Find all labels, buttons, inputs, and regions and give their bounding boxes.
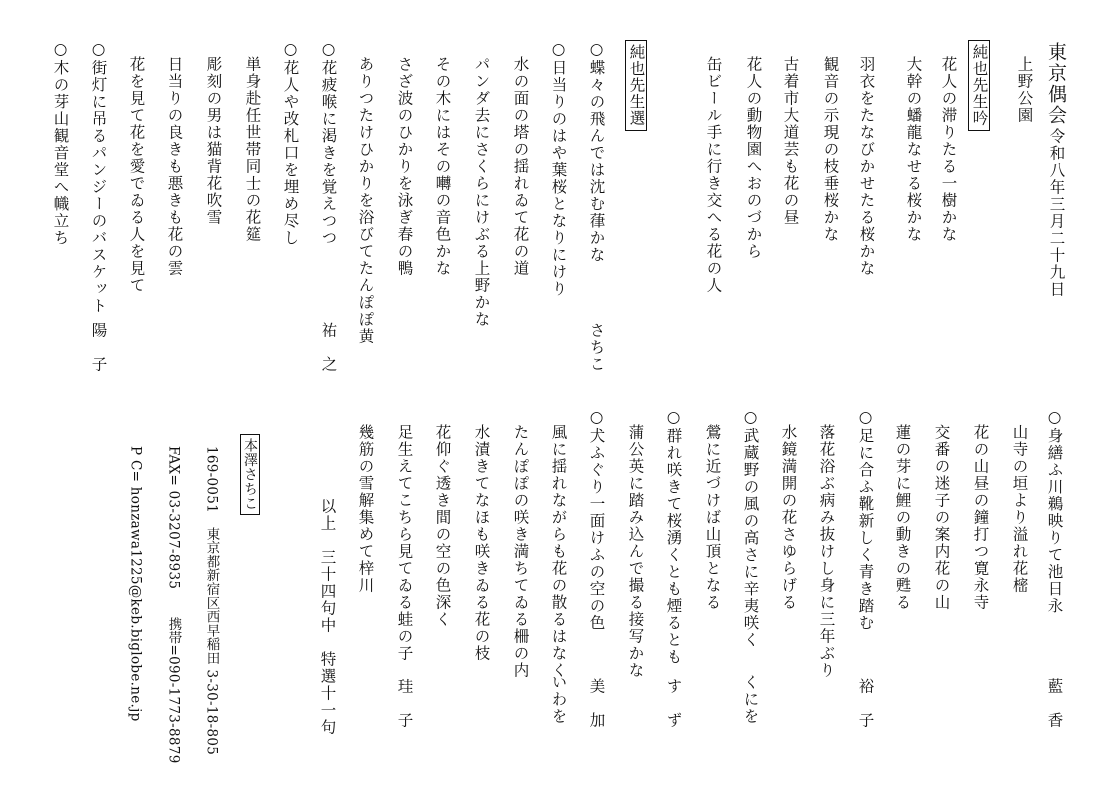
sen-haiku-14: ○街灯に吊るパンジーのバスケット xyxy=(89,40,108,315)
lower-haiku-2: 山寺の垣より溢れ花樒 xyxy=(1010,424,1029,594)
lower-haiku-17: 花仰ぐ透き間の空の色深く xyxy=(433,424,452,628)
sen-haiku-9: ○花人や改札口を埋め尽し xyxy=(281,40,300,247)
sen-haiku-8: ○花疲喉に渇きを覚えつつ xyxy=(319,40,338,247)
ginn-haiku-6: 花人の動物園へおのづから xyxy=(744,56,763,260)
lower-author-7: 珪 子 xyxy=(395,678,414,729)
sen-haiku-7: ありつたけひかりを浴びてたんぽぽ黄 xyxy=(356,56,375,345)
lower-haiku-19: 幾筋の雪解集めて梓川 xyxy=(356,424,375,594)
lower-author-2: 裕 子 xyxy=(856,678,875,729)
sen-haiku-11: 彫刻の男は猫背花吹雪 xyxy=(204,56,223,226)
lower-haiku-18: 足生えてこちら見てゐる蛙の子 xyxy=(395,424,414,662)
lower-haiku-10: 鶯に近づけば山頂となる xyxy=(703,424,722,611)
meeting-date: 令和八年三月二十九日 xyxy=(1047,128,1066,298)
lower-haiku-4: 交番の迷子の案内花の山 xyxy=(932,424,951,611)
sen-haiku-12: 日当りの良きも悪きも花の雲 xyxy=(165,56,184,277)
lower-haiku-8: 水鏡満開の花さゆらげる xyxy=(779,424,798,611)
lower-author-3: くにを xyxy=(741,674,760,725)
lower-author-4: す ず xyxy=(664,678,683,729)
lower-haiku-7: 落花浴ぶ病み抜けし身に三年ぶり xyxy=(817,424,836,679)
sen-author-2: 祐 之 xyxy=(319,322,338,373)
contact-email: P C= honzawa1225@keb.biglobe.ne.jp xyxy=(127,446,144,722)
section-label-sen: 純也先生選 xyxy=(625,40,647,131)
sen-haiku-4: パンダ去にさくらにけぶる上野かな xyxy=(472,56,491,328)
ginn-haiku-2: 大幹の蟠龍なせる桜かな xyxy=(904,56,923,243)
contact-phone: FAX= 03-3207-8935 携帯=090-1773-8879 xyxy=(165,446,182,764)
sen-author-3: 陽 子 xyxy=(89,322,108,373)
venue: 上野公園 xyxy=(1015,56,1034,124)
lower-haiku-14: 風に揺れながらも花の散るはなく xyxy=(549,424,568,679)
lower-haiku-11: ○群れ咲きて桜湧くとも煙るとも xyxy=(664,408,683,666)
lower-haiku-9: ○武蔵野の風の高さに辛夷咲く xyxy=(741,408,760,649)
lower-author-6: いわを xyxy=(549,674,568,725)
section-label-ginn: 純也先生吟 xyxy=(968,40,990,131)
sen-haiku-2: ○日当りのはや葉桜となりにけり xyxy=(549,40,568,298)
contact-address: 169-0051 東京都新宿区西早稲田 3-30-18-805 xyxy=(203,446,220,756)
contact-name: 本澤さちこ xyxy=(240,434,260,515)
ginn-haiku-3: 羽衣をたなびかせたる桜かな xyxy=(857,56,876,277)
lower-author-1: 藍 香 xyxy=(1045,678,1064,729)
lower-haiku-6: ○足に合ふ靴新しく青き踏む xyxy=(856,408,875,632)
ginn-haiku-7: 缶ビール手に行き交へる花の人 xyxy=(704,56,723,294)
lower-haiku-5: 蓮の芽に鯉の動きの甦る xyxy=(893,424,912,611)
sen-haiku-6: さざ波のひかりを泳ぎ春の鴨 xyxy=(395,56,414,277)
lower-author-5: 美 加 xyxy=(587,678,606,729)
journal-title: 東京偶会 xyxy=(1045,42,1067,126)
lower-haiku-13: ○犬ふぐり一面けふの空の色 xyxy=(587,408,606,632)
sen-author-1: さちこ xyxy=(587,322,606,373)
sen-haiku-13: 花を見て花を愛でゐる人を見て xyxy=(127,56,146,294)
ginn-haiku-5: 古着市大道芸も花の昼 xyxy=(781,56,800,226)
sen-haiku-3: 水の面の塔の揺れゐて花の道 xyxy=(511,56,530,277)
ginn-haiku-4: 観音の示現の枝垂桜かな xyxy=(821,56,840,243)
results-summary: 以上 三十四句中 特選十一句 xyxy=(318,498,337,736)
sen-haiku-10: 単身赴任世帯同士の花筵 xyxy=(243,56,262,243)
lower-haiku-15: たんぽぽの咲き満ちてゐる柵の内 xyxy=(511,424,530,679)
lower-haiku-16: 水漬きてなほも咲きゐる花の枝 xyxy=(472,424,491,662)
sen-haiku-15: ○木の芽山観音堂へ幟立ち xyxy=(51,40,70,247)
lower-haiku-12: 蒲公英に踏み込んで撮る接写かな xyxy=(626,424,645,679)
sen-haiku-5: その木にはその囀の音色かな xyxy=(433,56,452,277)
lower-haiku-3: 花の山昼の鐘打つ寛永寺 xyxy=(971,424,990,611)
sen-haiku-1: ○蝶々の飛んでは沈む葎かな xyxy=(587,40,606,264)
lower-haiku-1: ○身繕ふ川鵜映りて池日永 xyxy=(1045,408,1064,615)
ginn-haiku-1: 花人の滞りたる一樹かな xyxy=(939,56,958,243)
